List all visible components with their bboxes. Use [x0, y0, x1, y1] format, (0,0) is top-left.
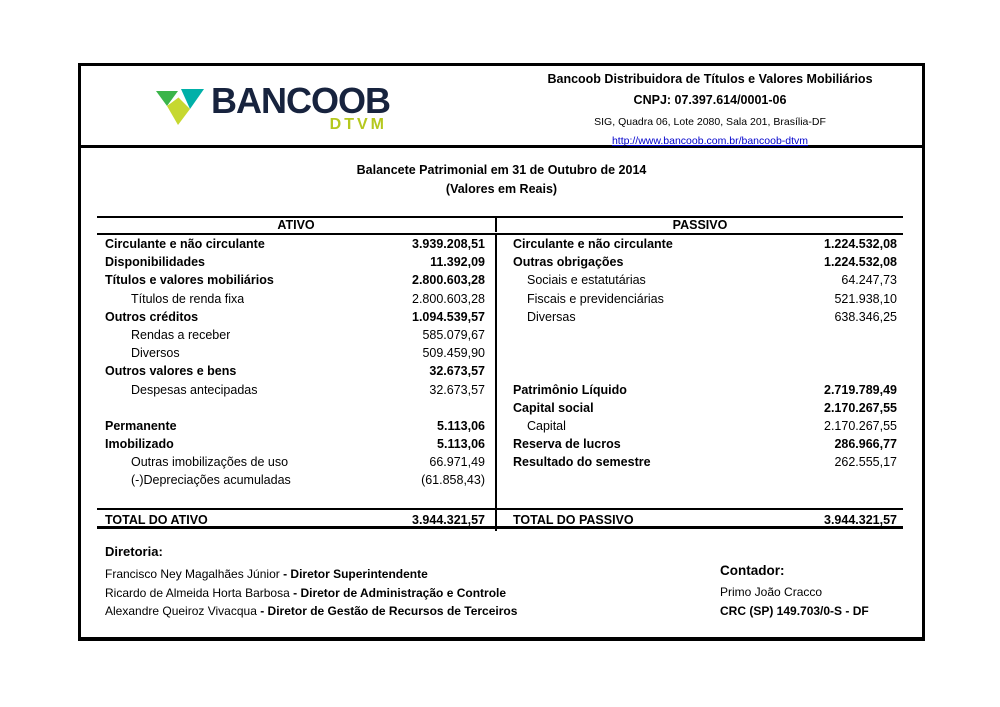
- account-value: 11.392,09: [430, 255, 485, 270]
- report-subtitle: (Valores em Reais): [445, 182, 558, 196]
- account-label: [497, 344, 516, 362]
- table-total-row: [97, 508, 903, 529]
- account-value: [894, 344, 903, 362]
- account-label: (-)Depreciações acumuladas: [131, 473, 291, 488]
- total-ativo-label: TOTAL DO ATIVO: [105, 512, 208, 527]
- table-row: [97, 308, 903, 326]
- total-passivo-value: 3.944.321,57: [824, 512, 897, 527]
- account-value: 585.079,67: [422, 327, 485, 342]
- table-header-row: [97, 216, 903, 235]
- account-label: Títulos de renda fixa: [131, 291, 245, 306]
- account-label: [97, 490, 108, 508]
- total-ativo-value: 3.944.321,57: [412, 512, 485, 527]
- account-label: Patrimônio Líquido: [513, 382, 627, 397]
- account-value: 2.800.603,28: [412, 291, 485, 306]
- account-label: Sociais e estatutárias: [527, 273, 646, 288]
- director-role: - Diretor de Administração e Controle: [293, 585, 507, 600]
- table-row: [97, 381, 903, 399]
- account-value: 2.719.789,49: [824, 382, 897, 397]
- account-value: 638.346,25: [834, 309, 897, 324]
- account-label: Capital: [527, 418, 566, 433]
- account-value: [894, 326, 903, 344]
- account-value: 3.939.208,51: [412, 237, 485, 251]
- account-value: 2.800.603,28: [412, 273, 485, 288]
- account-label: Disponibilidades: [105, 255, 206, 270]
- director-name: Francisco Ney Magalhães Júnior: [105, 567, 280, 581]
- account-value: 5.113,06: [437, 437, 485, 452]
- report-title: Balancete Patrimonial em 31 de Outubro de 2014: [356, 163, 647, 177]
- director-role: - Diretor de Gestão de Recursos de Terceiros: [260, 604, 518, 619]
- logo-brand-text: BANCOOB: [211, 80, 390, 121]
- table-row: [97, 471, 903, 489]
- account-label: Circulante e não circulante: [105, 237, 265, 251]
- contador-name: Primo João Cracco: [720, 585, 823, 599]
- table-row: [97, 435, 903, 453]
- director-name: Alexandre Queiroz Vivacqua: [105, 604, 257, 619]
- account-value: 1.224.532,08: [824, 255, 897, 270]
- account-value: 286.966,77: [834, 437, 897, 452]
- account-value: 262.555,17: [834, 455, 897, 470]
- contador-block: [720, 563, 869, 620]
- director-line: [105, 565, 517, 584]
- account-value: [894, 471, 903, 489]
- director-name: Ricardo de Almeida Horta Barbosa: [105, 585, 290, 600]
- account-label: Outras obrigações: [513, 255, 624, 270]
- account-value: (61.858,43): [421, 473, 485, 488]
- account-label: [497, 471, 516, 489]
- account-label: Outros créditos: [105, 309, 199, 324]
- ativo-header-cell: [97, 218, 495, 232]
- account-value: 66.971,49: [429, 455, 485, 470]
- account-value: 64.247,73: [841, 273, 897, 288]
- account-label: [497, 326, 516, 344]
- account-value: 1.224.532,08: [824, 237, 897, 251]
- bancoob-logo: [153, 80, 390, 134]
- account-value: 2.170.267,55: [824, 418, 897, 433]
- bancoob-logo-icon: [153, 85, 205, 131]
- account-label: [497, 362, 516, 380]
- account-value: 5.113,06: [437, 418, 485, 433]
- document-border-box: [78, 63, 925, 641]
- account-label: Despesas antecipadas: [131, 382, 258, 397]
- total-passivo-label: TOTAL DO PASSIVO: [513, 512, 634, 527]
- table-row: [97, 362, 903, 380]
- table-body: [97, 235, 903, 508]
- company-address: SIG, Quadra 06, Lote 2080, Sala 201, Brasília-DF: [594, 116, 826, 128]
- table-row: [97, 290, 903, 308]
- account-label: [97, 399, 108, 417]
- company-name: Bancoob Distribuidora de Títulos e Valores Mobiliários: [547, 72, 873, 86]
- account-label: Rendas a receber: [131, 327, 231, 342]
- account-value: 1.094.539,57: [412, 309, 485, 324]
- account-label: Reserva de lucros: [513, 437, 621, 452]
- account-label: Diversas: [527, 309, 576, 324]
- contador-title: Contador:: [720, 563, 785, 578]
- account-label: Imobilizado: [105, 437, 174, 452]
- account-label: Capital social: [513, 400, 594, 415]
- account-label: Permanente: [105, 418, 177, 433]
- balance-table: [97, 216, 903, 529]
- logo-wordmark: [211, 80, 390, 134]
- document-header: [81, 66, 922, 148]
- account-value: 521.938,10: [834, 291, 897, 306]
- account-label: [497, 490, 516, 508]
- table-row: [97, 235, 903, 253]
- contador-crc: CRC (SP) 149.703/0-S - DF: [720, 603, 869, 618]
- table-row: [97, 453, 903, 471]
- account-label: Outros valores e bens: [105, 364, 237, 379]
- account-label: Diversos: [131, 346, 180, 361]
- account-label: Títulos e valores mobiliários: [105, 273, 274, 288]
- director-role: - Diretor Superintendente: [283, 567, 428, 581]
- table-row: [97, 271, 903, 289]
- account-value: [482, 399, 495, 417]
- table-row: [97, 417, 903, 435]
- account-value: [894, 362, 903, 380]
- account-value: 32.673,57: [429, 364, 485, 379]
- table-row: [97, 399, 903, 417]
- ativo-header-label: ATIVO: [277, 218, 315, 232]
- director-line: [105, 584, 517, 603]
- account-value: [482, 490, 495, 508]
- table-row: [97, 344, 903, 362]
- logo-dtvm-text: DTVM: [329, 116, 387, 133]
- account-value: 509.459,90: [422, 346, 485, 361]
- directors-list: [105, 565, 517, 621]
- account-label: Fiscais e previdenciárias: [527, 291, 664, 306]
- passivo-header-label: PASSIVO: [672, 218, 728, 232]
- account-label: Outras imobilizações de uso: [131, 455, 289, 470]
- company-cnpj: CNPJ: 07.397.614/0001-06: [633, 93, 787, 107]
- director-line: [105, 602, 517, 621]
- diretoria-block: [105, 544, 517, 621]
- report-title-block: [81, 148, 922, 199]
- company-info: [500, 72, 920, 147]
- company-url-link[interactable]: http://www.bancoob.com.br/bancoob-dtvm: [611, 135, 809, 147]
- passivo-header-cell: [495, 218, 903, 232]
- table-row: [97, 326, 903, 344]
- table-row: [97, 253, 903, 271]
- account-label: Circulante e não circulante: [513, 237, 673, 251]
- company-url-row: [500, 135, 920, 147]
- account-value: 2.170.267,55: [824, 400, 897, 415]
- account-label: Resultado do semestre: [513, 455, 651, 470]
- account-value: 32.673,57: [429, 382, 485, 397]
- table-row: [97, 490, 903, 508]
- account-value: [894, 490, 903, 508]
- diretoria-title: Diretoria:: [105, 544, 163, 559]
